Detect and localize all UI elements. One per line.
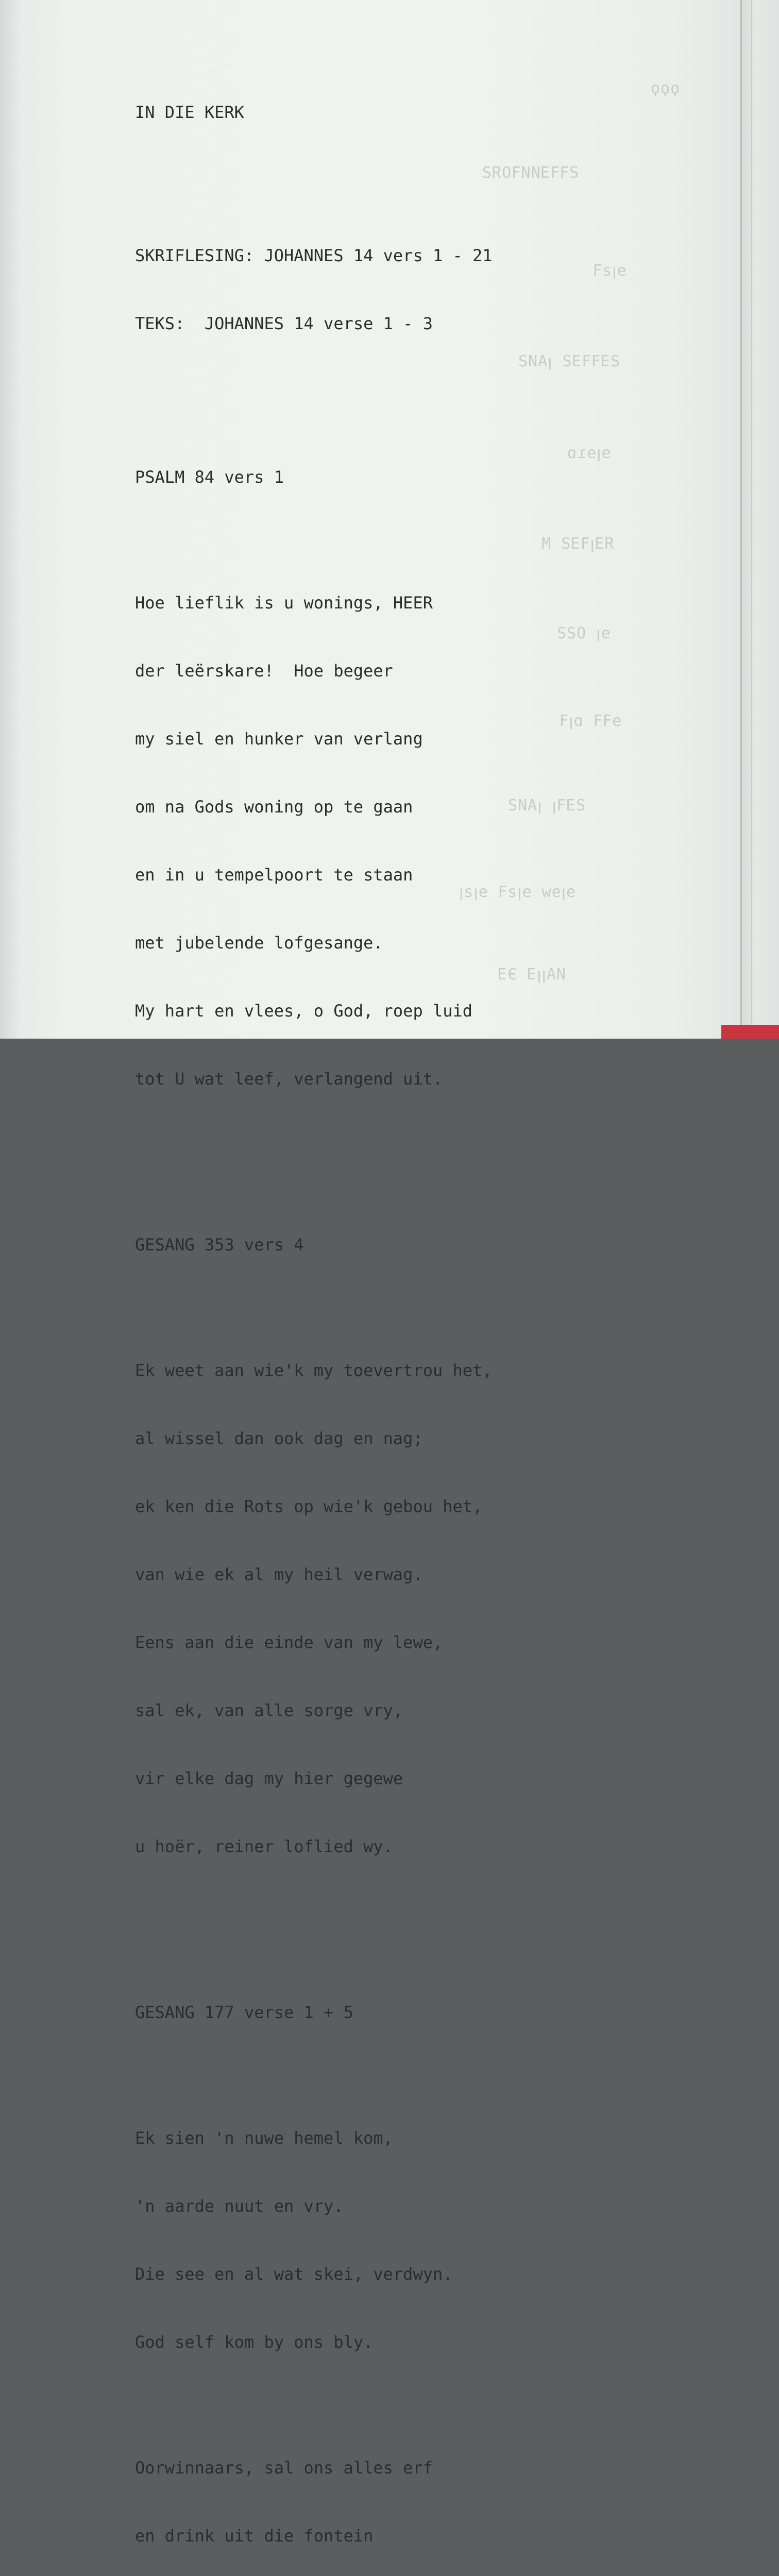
service-program-text <box>135 56 522 2576</box>
hymn-line: Hoe lieflik is u wonings, HEER <box>135 593 433 613</box>
hymn-line: my siel en hunker van verlang <box>135 729 423 749</box>
show-through-text: ɘꟻꟻ ɒꞁꟻ <box>559 712 622 730</box>
show-through-text: ϙϙϙ <box>650 79 680 97</box>
section-title: IN DIE KERK <box>135 103 244 122</box>
hymn-line: My hart en vlees, o God, roep luid <box>135 1001 473 1021</box>
hymn-line: ek ken die Rots op wie'k gebou het, <box>135 1497 483 1516</box>
gesang-353-heading: GESANG 353 vers 4 <box>135 1235 304 1255</box>
show-through-text: ɘꞁɘw ɘꞁƨꟻ ɘꞁƨꞁ <box>459 883 576 901</box>
hymn-line: met jubelende lofgesange. <box>135 933 383 953</box>
hymn-line: vir elke dag my hier gegewe <box>135 1769 403 1788</box>
gesang-177-heading: GESANG 177 verse 1 + 5 <box>135 2003 353 2022</box>
page-fold-line <box>751 0 752 1039</box>
hymn-line: om na Gods woning op te gaan <box>135 797 413 817</box>
show-through-text: ƧƎꟻꟻƎƧ ꞁAИƧ <box>518 352 620 370</box>
hymn-line: van wie ek al my heil verwag. <box>135 1565 423 1584</box>
hymn-line: Ek weet aan wie'k my toevertrou het, <box>135 1361 493 1380</box>
hymn-line: God self kom by ons bly. <box>135 2332 374 2352</box>
red-cover-corner <box>721 1025 779 1039</box>
show-through-text: ƧƎꟻꞁ ꞁAИƧ <box>507 796 586 815</box>
underlying-page <box>742 0 779 1039</box>
show-through-text: ЯƎꞁꟻƎƧ M <box>541 535 614 553</box>
hymn-line: u hoër, reiner loflied wy. <box>135 1837 393 1856</box>
show-through-text: ɘꞁɘɿɒ <box>567 444 611 462</box>
scripture-reading: SKRIFLESING: JOHANNES 14 vers 1 - 21 <box>135 246 493 265</box>
hymn-line: en drink uit die fontein <box>135 2526 374 2546</box>
hymn-line: der leërskare! Hoe begeer <box>135 661 393 681</box>
hymn-line: sal ek, van alle sorge vry, <box>135 1701 403 1720</box>
psalm-heading: PSALM 84 vers 1 <box>135 467 284 487</box>
hymn-line: Eens aan die einde van my lewe, <box>135 1633 443 1652</box>
sermon-text-reference: TEKS: JOHANNES 14 verse 1 - 3 <box>135 314 433 333</box>
hymn-line: tot U wat leef, verlangend uit. <box>135 1069 443 1089</box>
hymn-line: 'n aarde nuut en vry. <box>135 2196 344 2216</box>
show-through-text: ɘꞁƨꟻ <box>592 262 626 280</box>
hymn-line: Ek sien 'n nuwe hemel kom, <box>135 2128 393 2148</box>
hymn-line: en in u tempelpoort te staan <box>135 865 413 885</box>
show-through-text: ИAꞁꞁƎ ЭƎ <box>497 965 566 984</box>
hymn-line: al wissel dan ook dag en nag; <box>135 1429 423 1448</box>
hymn-line: Oorwinnaars, sal ons alles erf <box>135 2458 433 2478</box>
hymn-line: Die see en al wat skei, verdwyn. <box>135 2264 453 2284</box>
show-through-text: ƧꟻꟻƎИИꟻOЯƧ <box>482 164 579 182</box>
show-through-text: ɘꞁ OƧƧ <box>556 624 611 642</box>
